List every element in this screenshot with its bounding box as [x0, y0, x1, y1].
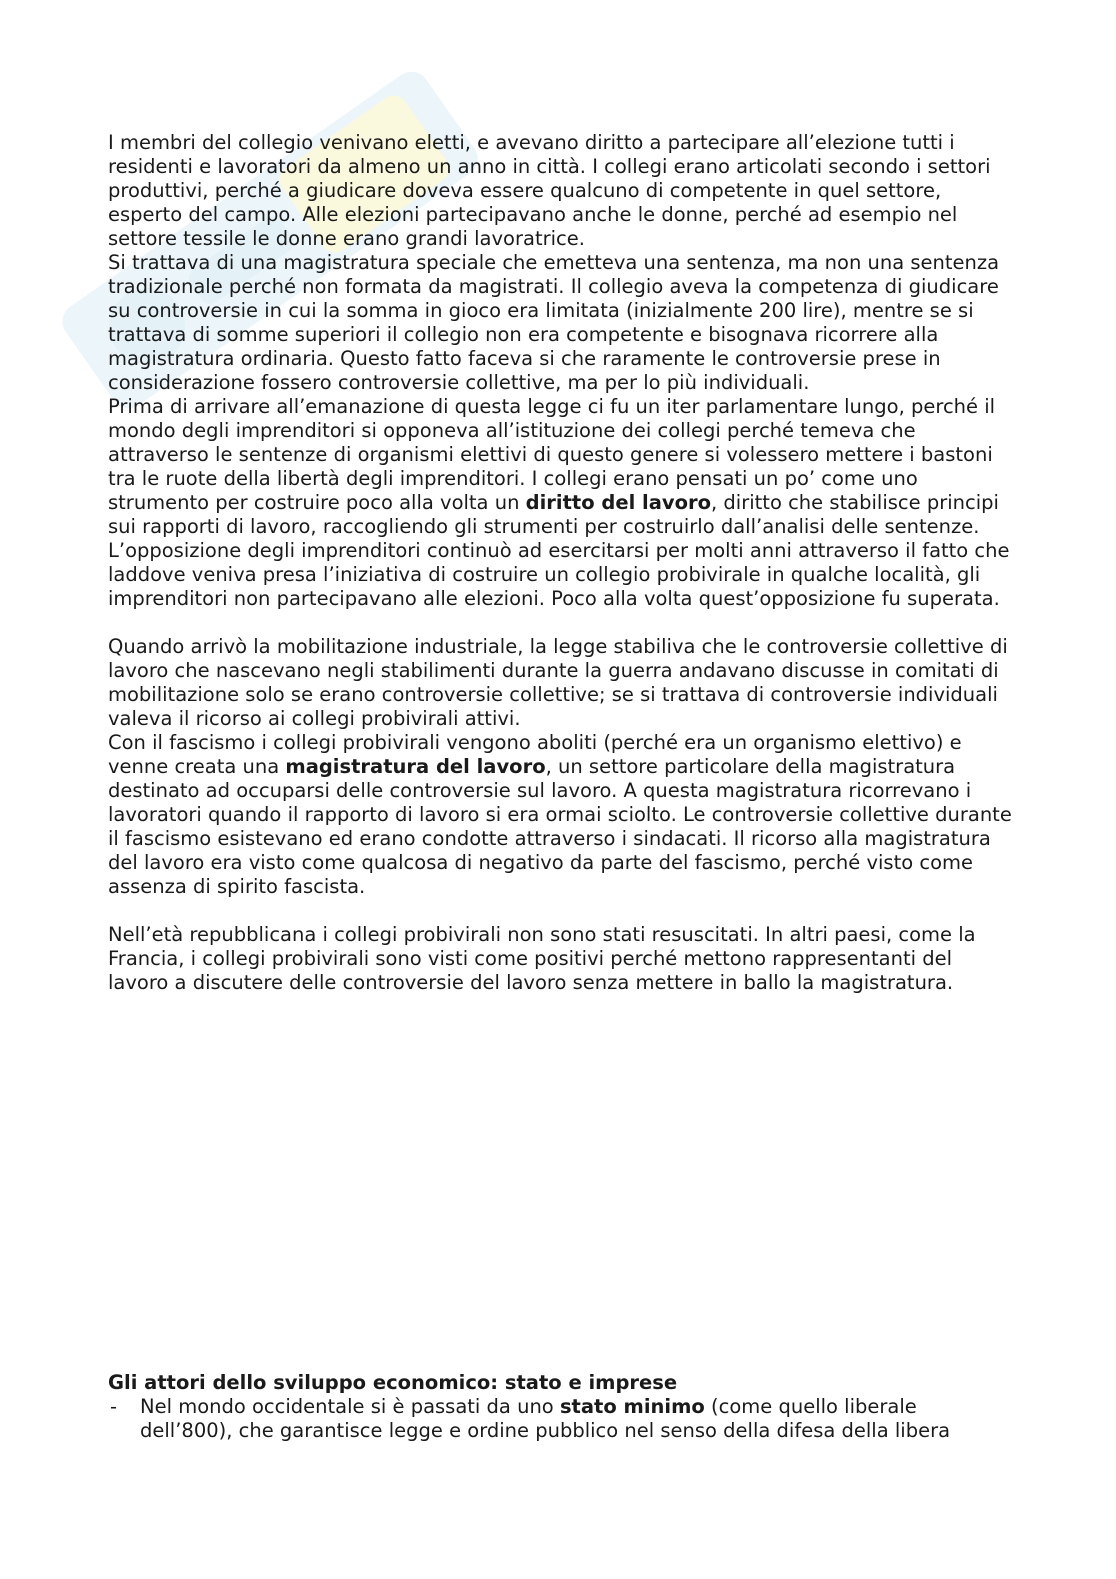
text-run: Nell’età repubblicana i collegi probivirali non sono stati resuscitati. In altri paesi, come la Francia, i collegi probivirali sono visti come positivi perché mettono rappresentanti del lavoro a discutere delle controversie del lavoro senza mettere in ballo la magistratura. [108, 923, 976, 994]
paragraph [108, 395, 1013, 539]
text-run: (come quello liberale dell’800), che garantisce legge e ordine pubblico nel senso della difesa della libera [140, 1395, 951, 1442]
list-item [108, 1395, 1013, 1443]
paragraph-gap [108, 611, 1013, 635]
paragraph-gap [108, 899, 1013, 923]
paragraph [108, 251, 1013, 395]
paragraph [108, 635, 1013, 731]
bold-term: magistratura del lavoro [285, 755, 546, 778]
text-run: , un settore particolare della magistratura destinato ad occuparsi delle controversie sul lavoro. A questa magistratura ricorrevano i lavoratori quando il rapporto di lavoro si era ormai sciolto. Le controversie collettive durante il fascismo esistevano ed erano condotte attraverso i sindacati. Il ricorso alla magistratura del lavoro era visto come qualcosa di negativo da parte del fascismo, perché visto come assenza di spirito fascista. [108, 755, 1012, 898]
paragraph [108, 731, 1013, 899]
paragraph [108, 923, 1013, 995]
bold-term: stato minimo [559, 1395, 705, 1418]
paragraph [108, 539, 1013, 611]
text-run: Prima di arrivare all’emanazione di questa legge ci fu un iter parlamentare lungo, perché il mondo degli imprenditori si opponeva all’istituzione dei collegi perché temeva che attraverso le sentenze di organismi elettivi di questo genere si volessero mettere i bastoni tra le ruote della libertà degli imprenditori. I collegi erano pensati un po’ come uno strumento per costruire poco alla volta un [108, 395, 996, 514]
text-run: Si trattava di una magistratura speciale che emetteva una sentenza, ma non una sentenza tradizionale perché non formata da magistrati. Il collegio aveva la competenza di giudicare su controversie in cui la somma in gioco era limitata (inizialmente 200 lire), mentre se si trattava di somme superiori il collegio non era competente e bisognava ricorrere alla magistratura ordinaria. Questo fatto faceva si che raramente le controversie prese in considerazione fossero controversie collettive, ma per lo più individuali. [108, 251, 1000, 394]
document-body [108, 131, 1013, 995]
text-run: I membri del collegio venivano eletti, e avevano diritto a partecipare all’elezione tutti i residenti e lavoratori da almeno un anno in città. I collegi erano articolati secondo i settori produttivi, perché a giudicare doveva essere qualcuno di competente in quel settore, esperto del campo. Alle elezioni partecipavano anche le donne, perché ad esempio nel settore tessile le donne erano grandi lavoratrice. [108, 131, 991, 250]
paragraph [108, 131, 1013, 251]
text-run: Con il fascismo i collegi probivirali vengono aboliti (perché era un organismo elettivo) e venne creata una [108, 731, 962, 778]
text-run: L’opposizione degli imprenditori continuò ad esercitarsi per molti anni attraverso il fatto che laddove veniva presa l’iniziativa di costruire un collegio probivirale in qualche località, gli imprenditori non partecipavano alle elezioni. Poco alla volta quest’opposizione fu superata. [108, 539, 1010, 610]
bullet-marker: - [110, 1395, 118, 1418]
bold-term: diritto del lavoro [525, 491, 712, 514]
bullet-list [108, 1395, 1013, 1443]
text-run: Quando arrivò la mobilitazione industriale, la legge stabiliva che le controversie collettive di lavoro che nascevano negli stabilimenti durante la guerra andavano discusse in comitati di mobilitazione solo se erano controversie collettive; se si trattava di controversie individuali valeva il ricorso ai collegi probivirali attivi. [108, 635, 1008, 730]
section-title: Gli attori dello sviluppo economico: stato e imprese [108, 1371, 678, 1394]
text-run: , diritto che stabilisce principi sui rapporti di lavoro, raccogliendo gli strumenti per costruirlo dall’analisi delle sentenze. [108, 491, 999, 538]
text-run: Nel mondo occidentale si è passati da uno [140, 1395, 560, 1418]
